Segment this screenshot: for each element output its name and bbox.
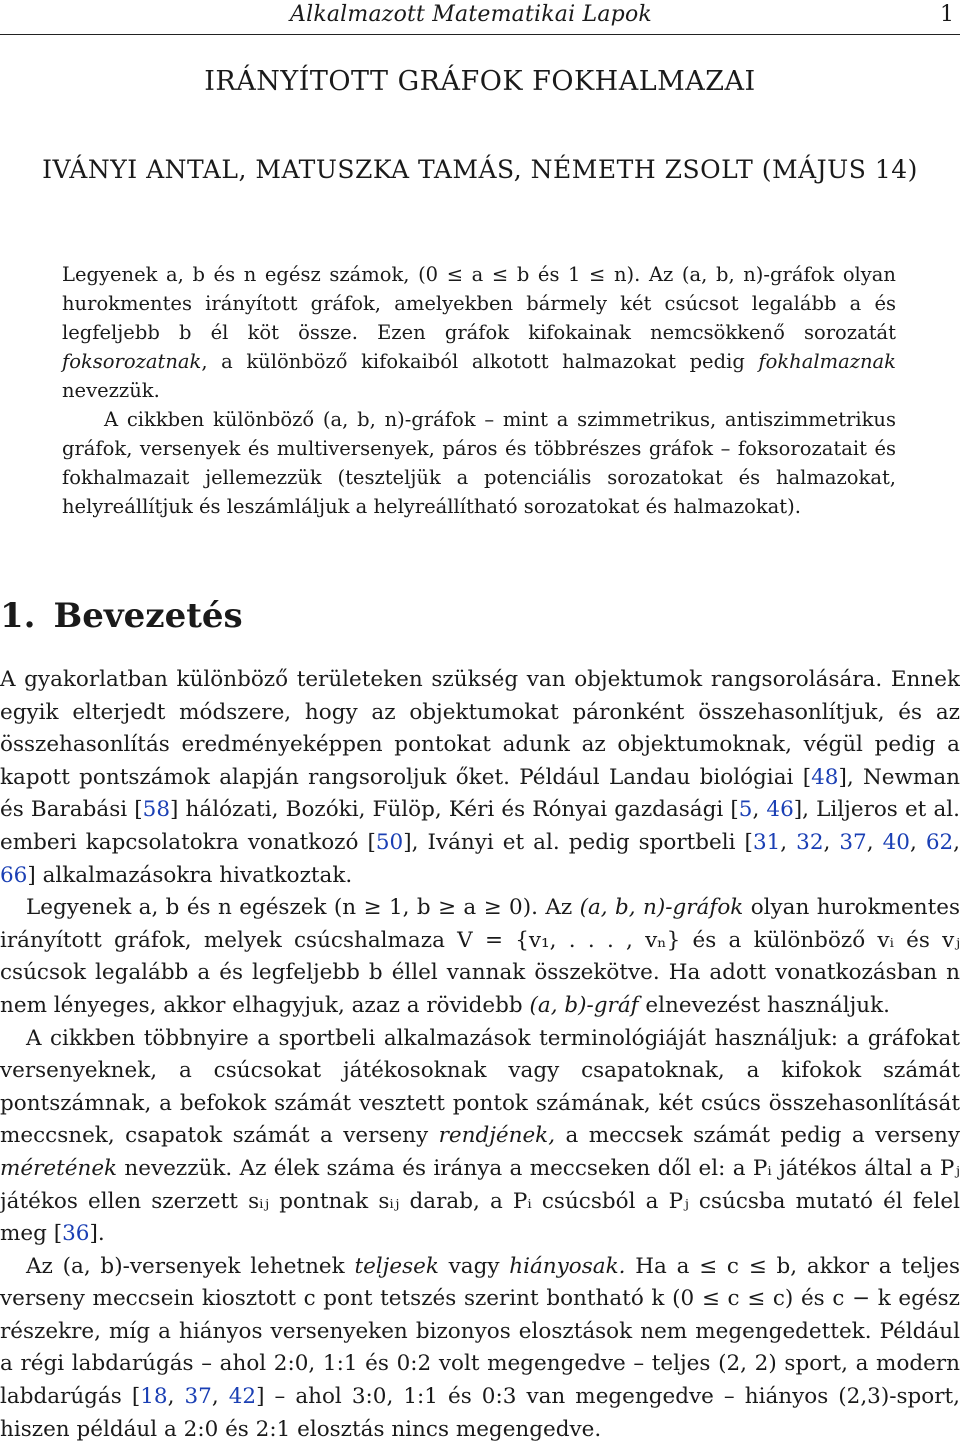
body-paragraph-4: Az (a, b)-versenyek lehetnek teljesek vagy hiányosak. Ha a ≤ c ≤ b, akkor a teljes verseny meccsein kiosztott c pont tetszés szerint bontható k (0 ≤ c ≤ c) és c − k egész részekre, míg a hiányos versenyeken bizonyos elosztások nem megengedettek. Például a régi labdarúgás – ahol 2:0, 1:1 és 0:2 volt megengedve – teljes (2, 2) sport, a modern labdarúgás [18, 37, 42] – ahol 3:0, 1:1 és 0:3 van megengedve – hiányos (2,3)-sport, hiszen például a 2:0 és 2:1 elosztás nincs megengedve. [0, 1253, 960, 1442]
body-text [0, 664, 960, 1446]
citation-link[interactable]: 31 [752, 829, 781, 855]
term-fokhalmaz: fokhalmaznak [758, 350, 896, 373]
term-rend: rendjének, [438, 1123, 556, 1149]
citation-link[interactable]: 18 [140, 1384, 168, 1410]
term-foksorozat: foksorozatnak [62, 350, 202, 373]
citation-link[interactable]: 46 [766, 797, 794, 823]
section-heading [0, 596, 243, 636]
body-paragraph-3: A cikkben többnyire a sportbeli alkalmazások terminológiáját használjuk: a gráfokat versenyeknek, a csúcsokat játékosoknak vagy csapatoknak, a kifokok számát pontszámnak, a befokok számát vesztett pontok számának, két csúcs összehasonlítását meccsnek, csapatok számát a verseny rendjének, a meccsek számát pedig a verseny méretének nevezzük. Az élek száma és iránya a meccseken dől el: a Pᵢ játékos által a Pⱼ játékos ellen szerzett sᵢⱼ pontnak sᵢⱼ darab, a Pᵢ csúcsból a Pⱼ csúcsba mutató él felel meg [36]. [0, 1025, 960, 1247]
paper-authors: IVÁNYI ANTAL, MATUSZKA TAMÁS, NÉMETH ZSOLT (MÁJUS 14) [42, 155, 918, 184]
term-meret: méretének [0, 1155, 118, 1181]
journal-name: Alkalmazott Matematikai Lapok [290, 2, 652, 27]
page-number: 1 [940, 2, 954, 27]
abstract-paragraph-2: A cikkben különböző (a, b, n)-gráfok – mint a szimmetrikus, antiszimmetrikus gráfok, versenyek és multiversenyek, páros és többrészes gráfok – foksorozatait és fokhalmazait jellemezzük (teszteljük a potenciális sorozatokat és halmazokat, helyreállítjuk és leszámláljuk a helyreállítható sorozatokat és halmazokat). [62, 408, 896, 518]
citation-link[interactable]: 40 [882, 829, 910, 855]
term-teljes: teljesek [354, 1253, 439, 1279]
body-paragraph-1: A gyakorlatban különböző területeken szükség van objektumok rangsorolására. Ennek egyik elterjedt módszere, hogy az objektumokat páronként összehasonlítjuk, és az összehasonlítás eredményeképpen pontokat adunk az objektumoknak, végül pedig a kapott pontszámok alapján rangsoroljuk őket. Például Landau biológiai [48], Newman és Barabási [58] hálózati, Bozóki, Fülöp, Kéri és Rónyai gazdasági [5, 46], Liljeros et al. emberi kapcsolatokra vonatkozó [50], Iványi et al. pedig sportbeli [31, 32, 37, 40, 62, 66] alkalmazásokra hivatkoztak. [0, 667, 960, 888]
citation-link[interactable]: 42 [228, 1384, 257, 1410]
term-hianyos: hiányosak. [509, 1253, 626, 1279]
citation-link[interactable]: 48 [811, 764, 839, 790]
citation-link[interactable]: 36 [62, 1221, 90, 1247]
citation-link[interactable]: 66 [0, 862, 28, 888]
term-ab-graph: (a, b)-gráf [529, 992, 639, 1018]
citation-link[interactable]: 58 [142, 797, 170, 823]
citation-link[interactable]: 32 [796, 829, 824, 855]
section-title: Bevezetés [53, 596, 243, 636]
citation-link[interactable]: 37 [839, 829, 867, 855]
paper-title: IRÁNYÍTOTT GRÁFOK FOKHALMAZAI [204, 66, 756, 97]
citation-link[interactable]: 62 [925, 829, 954, 855]
citation-link[interactable]: 5 [738, 797, 753, 823]
term-abn-graph: (a, b, n)-gráfok [579, 895, 744, 921]
body-paragraph-2: Legyenek a, b és n egészek (n ≥ 1, b ≥ a ≥ 0). Az (a, b, n)-gráfok olyan hurokmentes irányított gráfok, melyek csúcshalmaza V = {v₁, . . . , vₙ} és a különböző vᵢ és vⱼ csúcsok legalább a és legfeljebb b éllel vannak összekötve. Ha adott vonatkozásban n nem lényeges, akkor elhagyjuk, azaz a rövidebb (a, b)-gráf elnevezést használjuk. [0, 895, 960, 1018]
citation-link[interactable]: 37 [184, 1384, 212, 1410]
section-number: 1. [0, 596, 36, 636]
citation-link[interactable]: 50 [375, 829, 404, 855]
abstract-paragraph-1: Legyenek a, b és n egész számok, (0 ≤ a ≤ b és 1 ≤ n). Az (a, b, n)-gráfok olyan hurokmentes irányított gráfok, amelyekben bármely két csúcsot legalább a és legfeljebb b él köt össze. Ezen gráfok kifokainak nemcsökkenő sorozatát foksorozatnak, a különböző kifokaiból alkotott halmazokat pedig fokhalmaznak nevezzük. [62, 263, 896, 402]
abstract [62, 260, 896, 521]
running-header [0, 0, 960, 35]
